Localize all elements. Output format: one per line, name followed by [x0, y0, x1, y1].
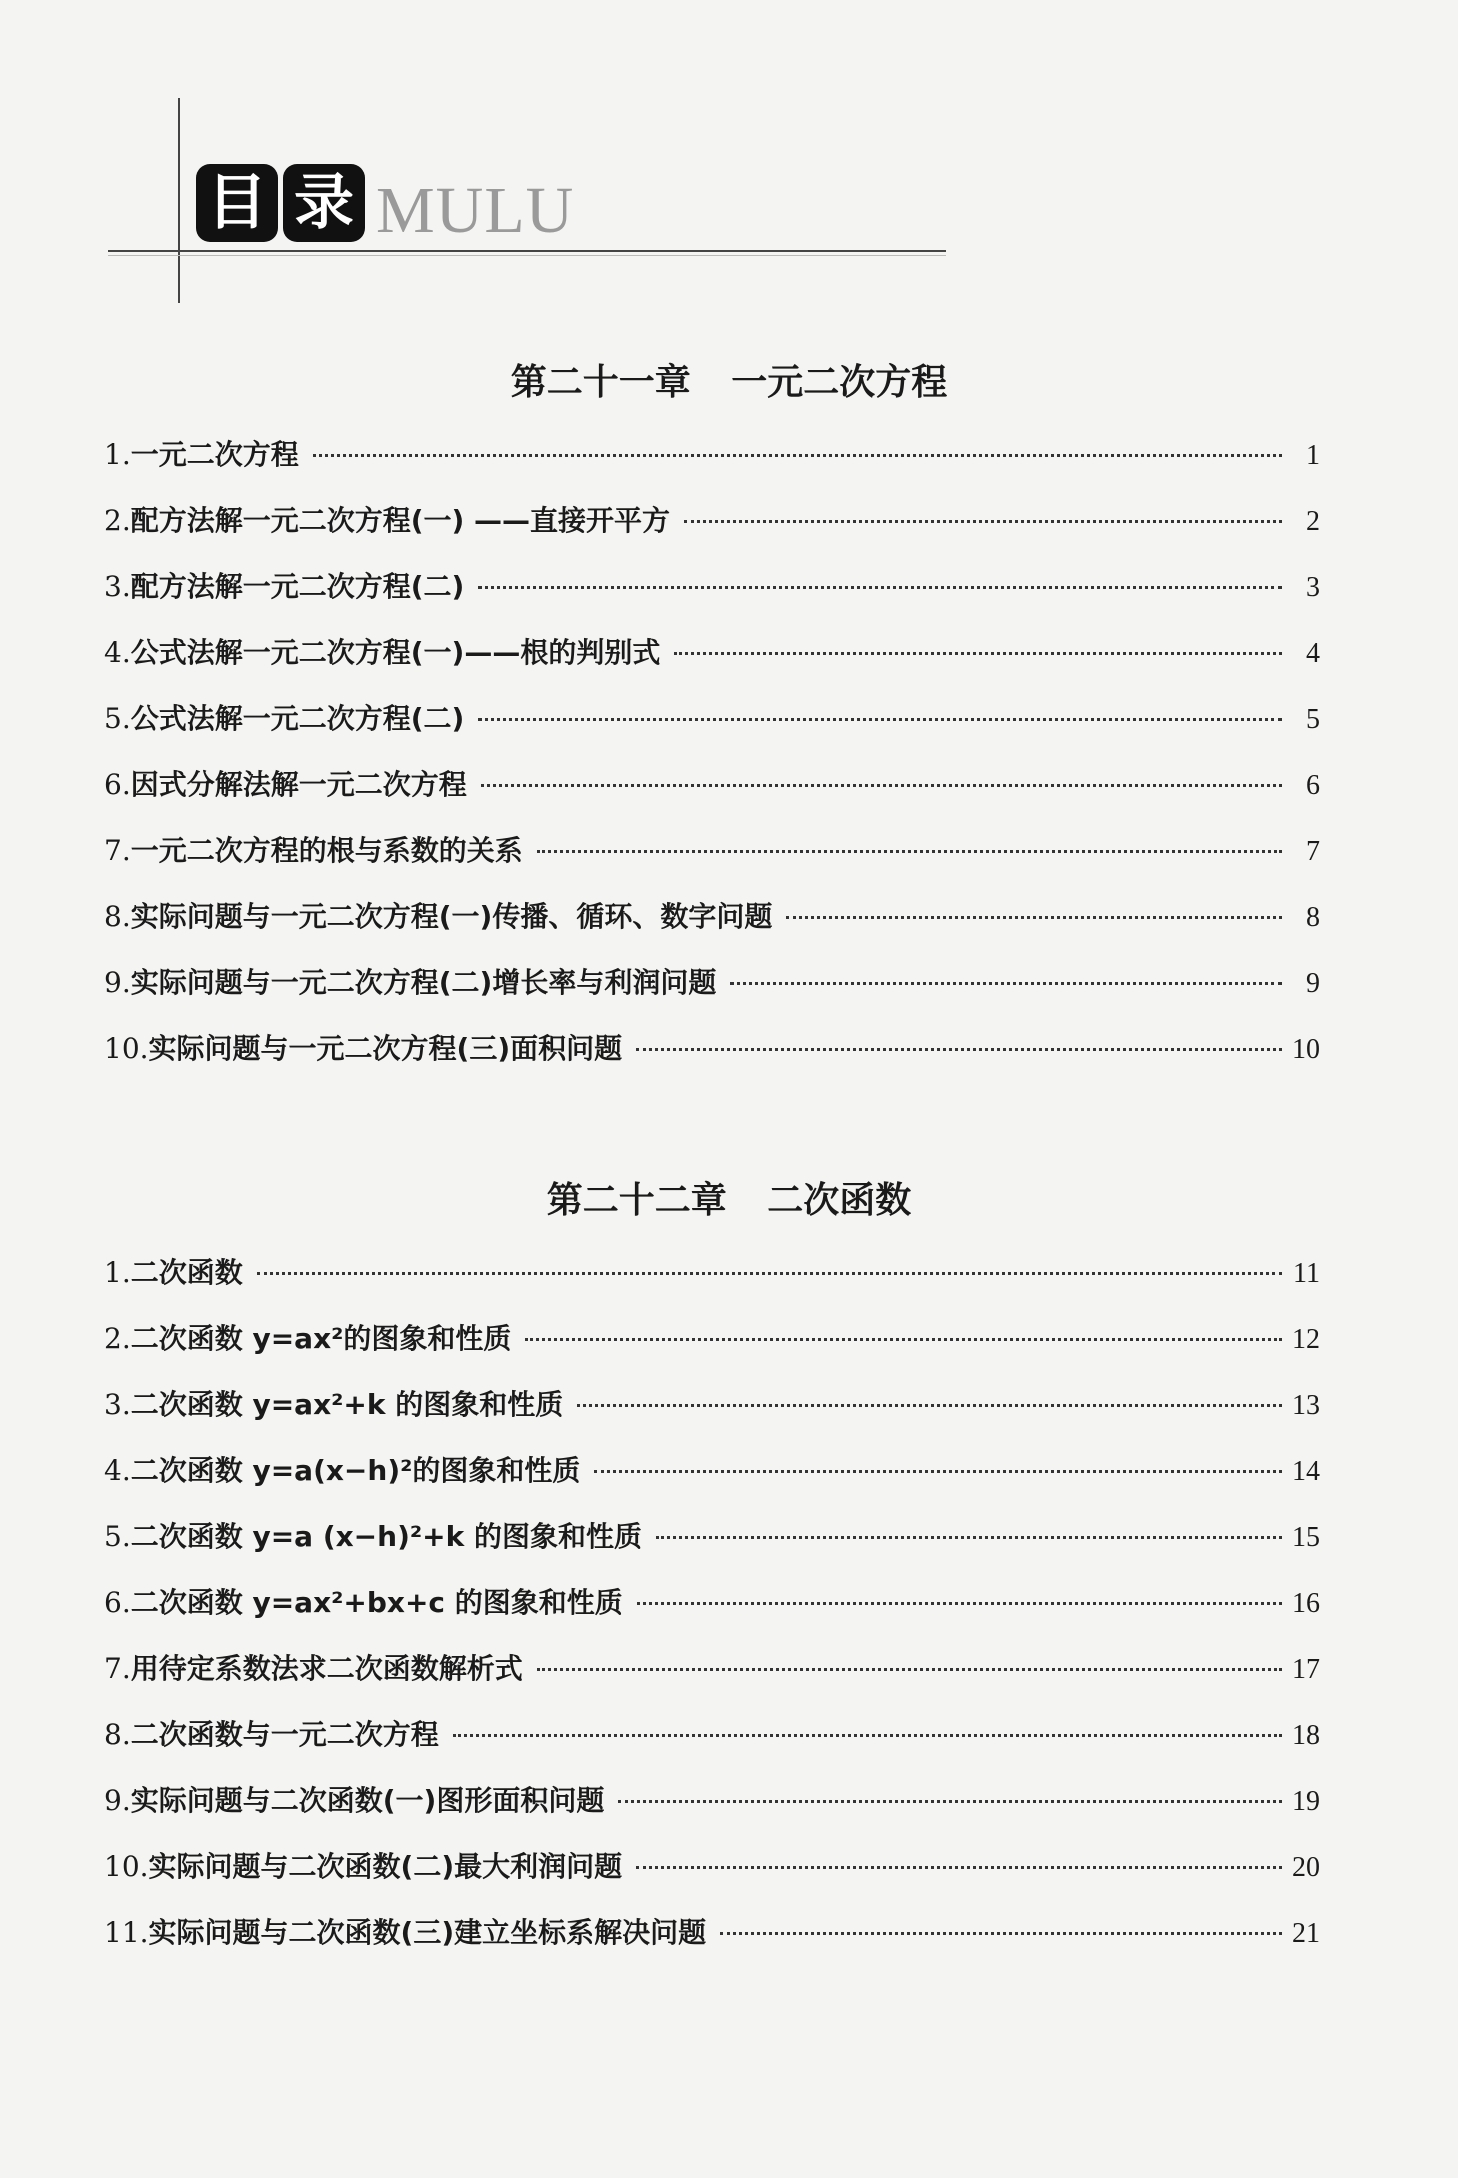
toc-entry-number: 8. — [104, 1718, 131, 1751]
toc-entry-number: 2. — [104, 1322, 131, 1355]
toc-entry-title: 实际问题与二次函数(三)建立坐标系解决问题 — [148, 1916, 707, 1949]
toc-entry-number: 4. — [104, 1454, 131, 1487]
toc-entry[interactable] — [104, 1834, 1320, 1900]
toc-entry-title: 实际问题与一元二次方程(三)面积问题 — [148, 1032, 623, 1065]
toc-entry-title: 二次函数 y=ax²+bx+c 的图象和性质 — [130, 1586, 623, 1619]
toc-entry-text — [104, 488, 670, 554]
toc-entry-page: 10 — [1292, 1034, 1320, 1065]
dot-leader — [637, 1602, 1282, 1605]
toc-entry-page: 2 — [1306, 506, 1320, 537]
toc-entry-title: 一元二次方程 — [130, 438, 299, 471]
dot-leader — [537, 850, 1282, 853]
toc-entry-number: 4. — [104, 636, 131, 669]
toc-entry-text — [104, 1834, 622, 1900]
dot-leader — [730, 982, 1282, 985]
dot-leader — [786, 916, 1282, 919]
header-rule-shadow — [108, 255, 946, 256]
toc-entry-number: 9. — [104, 966, 131, 999]
toc-entry-title: 二次函数 y=a(x−h)²的图象和性质 — [130, 1454, 581, 1487]
toc-entry-text — [104, 686, 464, 752]
toc-entry[interactable] — [104, 1636, 1320, 1702]
toc-entry[interactable] — [104, 1768, 1320, 1834]
toc-entry[interactable] — [104, 1240, 1320, 1306]
toc-entry-text — [104, 422, 299, 488]
dot-leader — [594, 1470, 1282, 1473]
toc-entry-text — [104, 620, 660, 686]
toc-entry-number: 3. — [104, 570, 131, 603]
toc-entry-title: 实际问题与一元二次方程(二)增长率与利润问题 — [130, 966, 717, 999]
toc-entry[interactable] — [104, 752, 1320, 818]
toc-entry-number: 11. — [104, 1916, 149, 1949]
toc-entry[interactable] — [104, 1372, 1320, 1438]
toc-entry[interactable] — [104, 488, 1320, 554]
toc-entry-page: 9 — [1306, 968, 1320, 999]
toc-entry-page: 16 — [1292, 1588, 1320, 1619]
chapter-title: 第二十一章 一元二次方程 — [510, 362, 948, 403]
toc-entry-title: 实际问题与二次函数(二)最大利润问题 — [148, 1850, 623, 1883]
toc-entry-page: 6 — [1306, 770, 1320, 801]
toc-entry-page: 13 — [1292, 1390, 1320, 1421]
toc-entry-page: 17 — [1292, 1654, 1320, 1685]
toc-entry-number: 5. — [104, 702, 131, 735]
toc-entry-page: 21 — [1292, 1918, 1320, 1949]
toc-entry-text — [104, 1768, 604, 1834]
toc-entry-page: 12 — [1292, 1324, 1320, 1355]
toc-entry-page: 7 — [1306, 836, 1320, 867]
toc-entry-page: 18 — [1292, 1720, 1320, 1751]
dot-leader — [478, 718, 1282, 721]
toc-entry-title: 二次函数与一元二次方程 — [130, 1718, 439, 1751]
toc-entry-text — [104, 1570, 623, 1636]
toc-entry-number: 5. — [104, 1520, 131, 1553]
toc-entry-text — [104, 1016, 622, 1082]
dot-leader — [684, 520, 1282, 523]
toc-entry-number: 10. — [104, 1850, 149, 1883]
toc-entry[interactable] — [104, 422, 1320, 488]
toc-entry-text — [104, 752, 467, 818]
dot-leader — [478, 586, 1282, 589]
toc-entry-text — [104, 1306, 511, 1372]
toc-entry-title: 配方法解一元二次方程(一) ——直接开平方 — [130, 504, 671, 537]
chapter-21-list — [104, 422, 1320, 1082]
toc-entry-title: 二次函数 — [130, 1256, 243, 1289]
toc-entry[interactable] — [104, 620, 1320, 686]
toc-entry-title: 公式法解一元二次方程(一)——根的判别式 — [130, 636, 661, 669]
toc-entry-title: 二次函数 y=a (x−h)²+k 的图象和性质 — [130, 1520, 642, 1553]
toc-entry[interactable] — [104, 884, 1320, 950]
dot-leader — [720, 1932, 1282, 1935]
toc-entry-page: 14 — [1292, 1456, 1320, 1487]
chapter-22-list — [104, 1240, 1320, 1966]
dot-leader — [656, 1536, 1282, 1539]
toc-entry-number: 10. — [104, 1032, 149, 1065]
toc-entry-page: 5 — [1306, 704, 1320, 735]
toc-entry-page: 15 — [1292, 1522, 1320, 1553]
toc-entry-text — [104, 884, 772, 950]
toc-entry[interactable] — [104, 950, 1320, 1016]
header-title-char-1: 目 — [196, 164, 278, 242]
toc-entry-number: 6. — [104, 768, 131, 801]
toc-entry-text — [104, 1504, 642, 1570]
dot-leader — [481, 784, 1282, 787]
toc-entry-text — [104, 1900, 706, 1966]
dot-leader — [453, 1734, 1282, 1737]
toc-entry-page: 4 — [1306, 638, 1320, 669]
toc-entry[interactable] — [104, 554, 1320, 620]
header-pinyin: MULU — [376, 174, 575, 247]
toc-entry-number: 3. — [104, 1388, 131, 1421]
toc-entry-number: 2. — [104, 504, 131, 537]
toc-entry[interactable] — [104, 1702, 1320, 1768]
toc-entry[interactable] — [104, 686, 1320, 752]
toc-entry[interactable] — [104, 1570, 1320, 1636]
toc-entry-number: 1. — [104, 438, 131, 471]
toc-entry-page: 20 — [1292, 1852, 1320, 1883]
toc-entry-title: 实际问题与二次函数(一)图形面积问题 — [130, 1784, 605, 1817]
chapter-title: 第二十二章 二次函数 — [546, 1180, 912, 1221]
dot-leader — [577, 1404, 1282, 1407]
toc-entry-text — [104, 1240, 243, 1306]
toc-entry-title: 公式法解一元二次方程(二) — [130, 702, 465, 735]
toc-entry-number: 7. — [104, 1652, 131, 1685]
dot-leader — [636, 1866, 1282, 1869]
toc-entry-page: 11 — [1293, 1258, 1320, 1289]
toc-entry-title: 配方法解一元二次方程(二) — [130, 570, 465, 603]
toc-entry-page: 8 — [1306, 902, 1320, 933]
header-title-char-2: 录 — [283, 164, 365, 242]
toc-entry[interactable] — [104, 1016, 1320, 1082]
toc-entry[interactable] — [104, 1900, 1320, 1966]
dot-leader — [525, 1338, 1282, 1341]
toc-entry-number: 8. — [104, 900, 131, 933]
toc-entry-title: 用待定系数法求二次函数解析式 — [130, 1652, 523, 1685]
toc-entry-title: 因式分解法解一元二次方程 — [130, 768, 467, 801]
toc-entry-text — [104, 1636, 523, 1702]
toc-entry-title: 二次函数 y=ax²+k 的图象和性质 — [130, 1388, 564, 1421]
toc-entry[interactable] — [104, 1306, 1320, 1372]
toc-entry[interactable] — [104, 1438, 1320, 1504]
dot-leader — [537, 1668, 1282, 1671]
header-horizontal-rule — [108, 250, 946, 252]
toc-entry-title: 二次函数 y=ax²的图象和性质 — [130, 1322, 512, 1355]
dot-leader — [313, 454, 1282, 457]
toc-entry-title: 一元二次方程的根与系数的关系 — [130, 834, 523, 867]
toc-entry-number: 6. — [104, 1586, 131, 1619]
dot-leader — [674, 652, 1282, 655]
toc-entry-page: 3 — [1306, 572, 1320, 603]
toc-entry-text — [104, 554, 464, 620]
dot-leader — [636, 1048, 1282, 1051]
toc-entry-text — [104, 1702, 439, 1768]
dot-leader — [257, 1272, 1282, 1275]
toc-entry-text — [104, 1438, 580, 1504]
toc-entry-number: 9. — [104, 1784, 131, 1817]
toc-entry-page: 1 — [1306, 440, 1320, 471]
dot-leader — [618, 1800, 1282, 1803]
toc-entry-number: 1. — [104, 1256, 131, 1289]
toc-entry-number: 7. — [104, 834, 131, 867]
toc-entry-title: 实际问题与一元二次方程(一)传播、循环、数字问题 — [130, 900, 773, 933]
toc-entry-page: 19 — [1292, 1786, 1320, 1817]
toc-entry-text — [104, 950, 716, 1016]
toc-entry[interactable] — [104, 818, 1320, 884]
header-vertical-rule — [178, 98, 180, 303]
toc-entry-text — [104, 1372, 563, 1438]
toc-entry[interactable] — [104, 1504, 1320, 1570]
toc-entry-text — [104, 818, 523, 884]
